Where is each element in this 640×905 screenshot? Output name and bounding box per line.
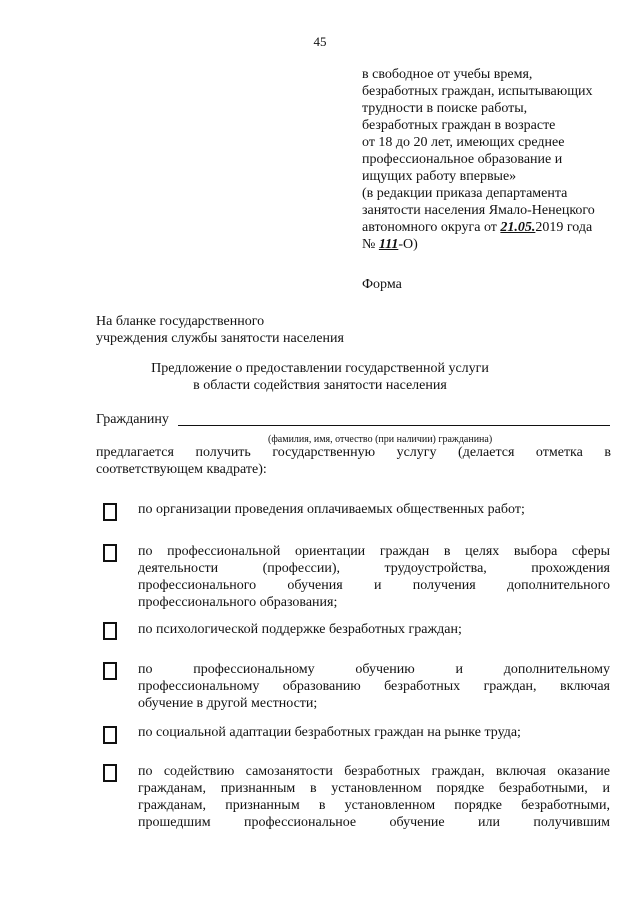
offer-line: соответствующем квадрате): — [96, 462, 267, 477]
option-checkbox[interactable] — [103, 544, 117, 562]
page-number: 45 — [313, 34, 327, 49]
citizen-name-field[interactable] — [178, 425, 610, 426]
option-line: по психологической поддержке безработных граждан; — [138, 622, 462, 637]
appendix-line: профессиональное образование и — [362, 152, 563, 167]
option-line: по содействию самозанятости безработных граждан, включая оказание — [138, 764, 610, 779]
option-text — [138, 621, 610, 638]
offer-paragraph — [96, 444, 611, 478]
option-text — [138, 724, 610, 741]
appendix-text: -О) — [398, 237, 418, 252]
option-line: гражданам, признанным в установленном порядке безработными, и — [138, 781, 610, 796]
citizen-label: Гражданину — [96, 412, 169, 427]
option-line: профессионального образования; — [138, 595, 338, 610]
appendix-line: ищущих работу впервые» — [362, 169, 517, 184]
handwritten-date: 21.05. — [500, 220, 536, 235]
document-title — [0, 360, 640, 394]
option-line: профессионального обучения и получения дополнительного — [138, 578, 610, 593]
form-label: Форма — [362, 277, 402, 292]
letterhead-line: учреждения службы занятости населения — [96, 331, 344, 346]
appendix-text: автономного округа от — [362, 220, 501, 235]
appendix-line: трудности в поиске работы, — [362, 101, 528, 116]
offer-line: предлагается получить государственную услугу (делается отметка в — [96, 445, 611, 460]
option-line: по профессиональному обучению и дополнительному — [138, 662, 610, 677]
title-line: Предложение о предоставлении государственной услуги — [151, 361, 489, 376]
appendix-line: безработных граждан в возрасте — [362, 118, 556, 133]
option-text — [138, 543, 610, 611]
appendix-number-line — [362, 236, 624, 253]
appendix-line: безработных граждан, испытывающих — [362, 84, 593, 99]
option-line: деятельности (профессии), трудоустройства, прохождения — [138, 561, 610, 576]
name-caption: (фамилия, имя, отчество (при наличии) гражданина) — [268, 434, 493, 445]
option-line: по профессиональной ориентации граждан в целях выбора сферы — [138, 544, 610, 559]
option-line: профессиональному образованию безработных граждан, включая — [138, 679, 610, 694]
appendix-note — [362, 66, 624, 253]
appendix-line: (в редакции приказа департамента — [362, 186, 568, 201]
option-line: обучение в другой местности; — [138, 696, 318, 711]
title-line: в области содействия занятости населения — [193, 378, 447, 393]
appendix-line: в свободное от учебы время, — [362, 67, 533, 82]
letterhead-line: На бланке государственного — [96, 314, 265, 329]
letterhead-note — [96, 313, 344, 347]
option-checkbox[interactable] — [103, 726, 117, 744]
appendix-line: занятости населения Ямало-Ненецкого — [362, 203, 595, 218]
appendix-text: № — [362, 237, 379, 252]
option-text — [138, 501, 610, 518]
option-checkbox[interactable] — [103, 622, 117, 640]
option-checkbox[interactable] — [103, 764, 117, 782]
option-line: по организации проведения оплачиваемых общественных работ; — [138, 502, 525, 517]
option-line: прошедшим профессиональное обучение или получившим — [138, 815, 610, 830]
option-line: по социальной адаптации безработных граждан на рынке труда; — [138, 725, 521, 740]
appendix-date-line — [362, 219, 624, 236]
option-text — [138, 661, 610, 712]
handwritten-number: 111 — [378, 237, 399, 252]
option-checkbox[interactable] — [103, 662, 117, 680]
option-line: гражданам, признанным в установленном порядке безработными, — [138, 798, 610, 813]
appendix-line: от 18 до 20 лет, имеющих среднее — [362, 135, 565, 150]
option-checkbox[interactable] — [103, 503, 117, 521]
appendix-text: 2019 года — [535, 220, 593, 235]
option-text — [138, 763, 610, 831]
